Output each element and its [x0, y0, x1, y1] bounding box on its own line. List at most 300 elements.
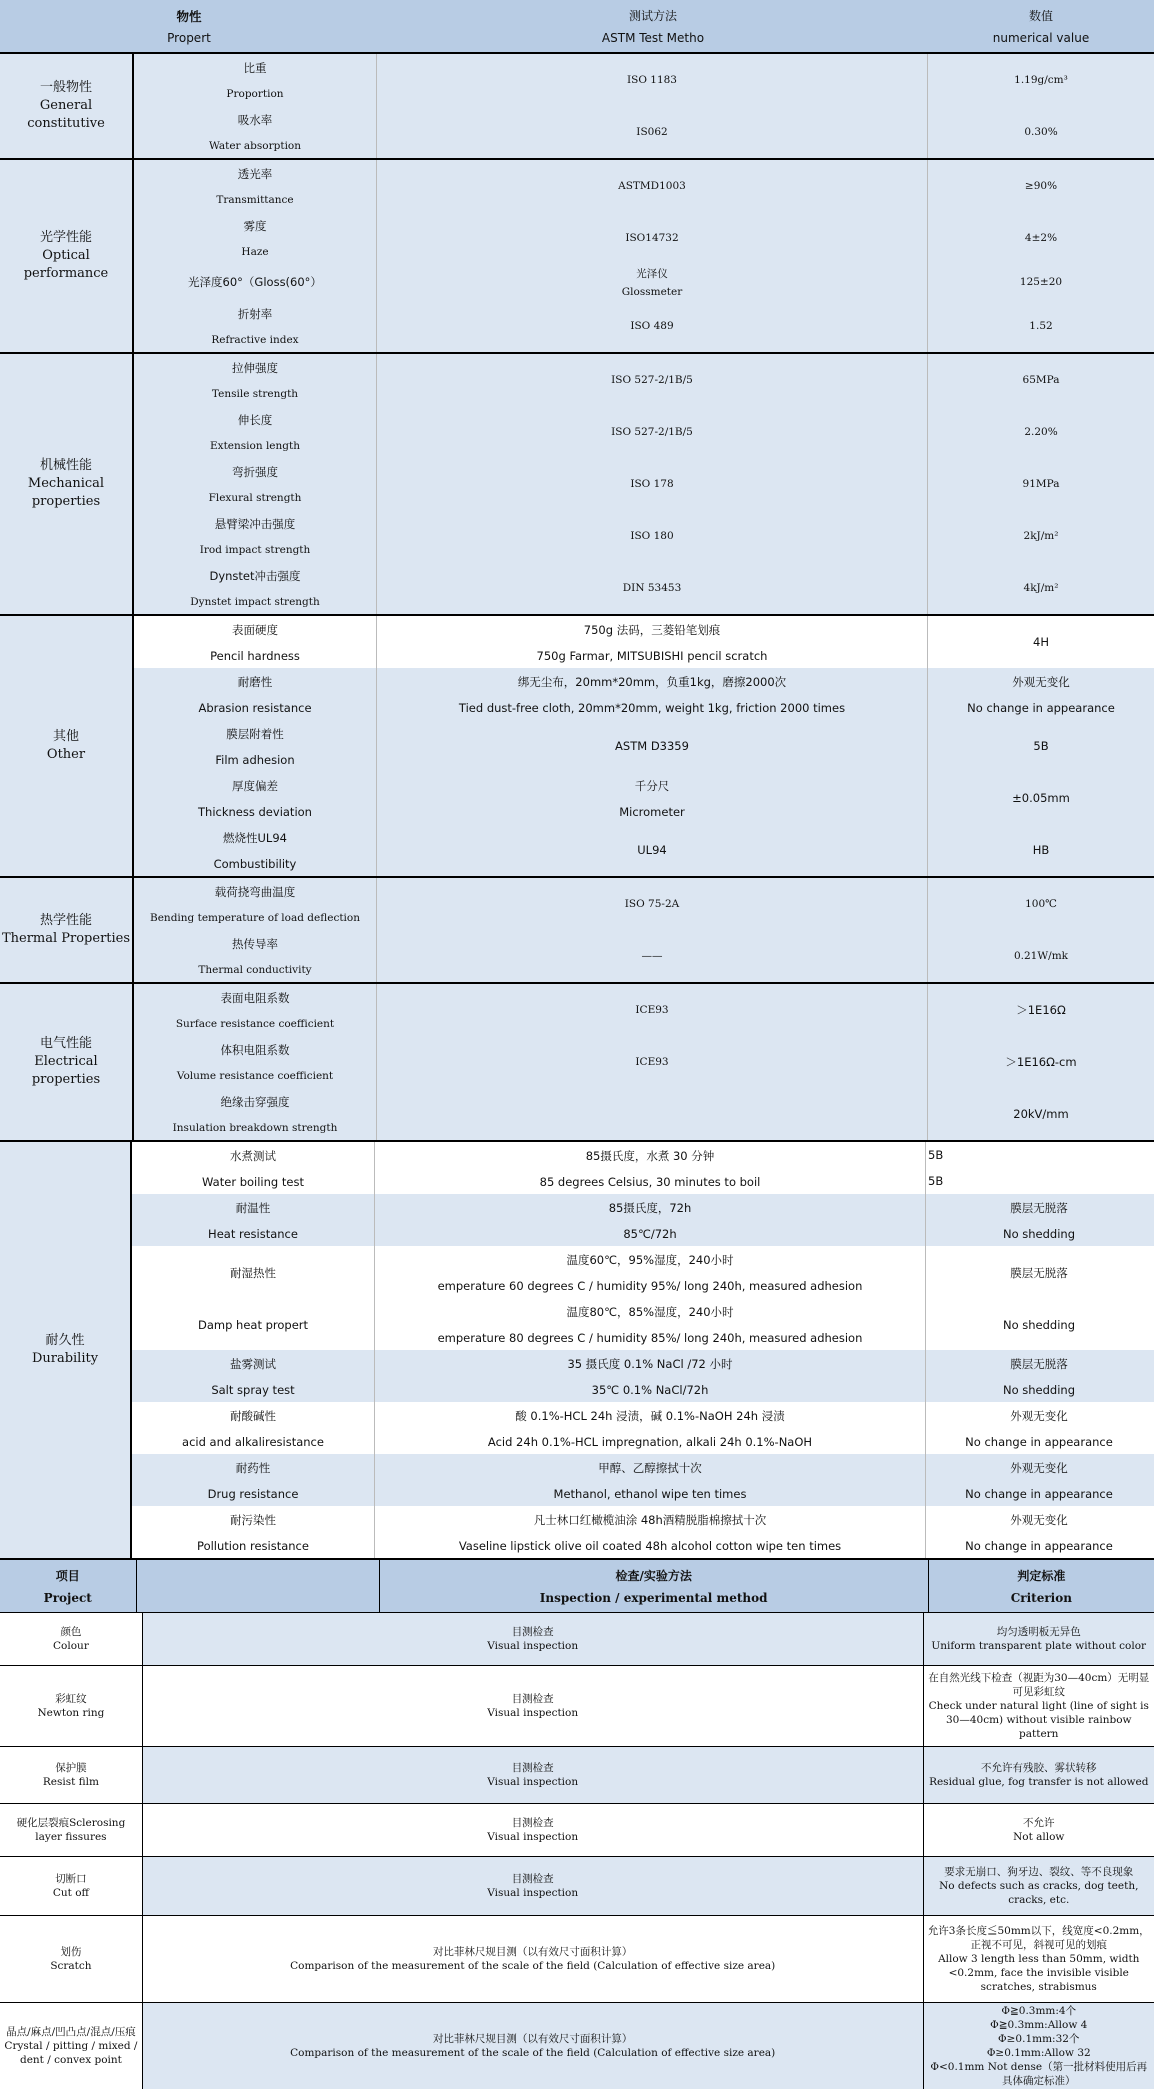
inspection-method [143, 1857, 924, 1915]
test-method-text: —— [641, 950, 663, 962]
property-name-en: Bending temperature of load deflection [150, 912, 360, 924]
header-property [0, 0, 378, 52]
numerical-value [925, 1454, 1152, 1506]
property-name [134, 878, 376, 930]
property-name-zh: 体积电阻系数 [220, 1043, 290, 1057]
numerical-value [927, 160, 1154, 212]
property-name [134, 772, 376, 824]
numerical-value [927, 264, 1154, 300]
numerical-value [927, 354, 1154, 406]
test-method-text: ISO 178 [630, 478, 674, 490]
property-name-zh: 耐温性 [235, 1200, 271, 1215]
inspection-criterion-text: Φ≧0.3mm:Allow 4 [990, 2019, 1088, 2031]
property-name-zh: 表面电阻系数 [220, 991, 290, 1005]
property-name-zh: 吸水率 [237, 113, 273, 127]
property-name-en: Damp heat propert [197, 1317, 309, 1332]
numerical-value-text: 5B [928, 1148, 944, 1162]
inspection-method-text: 对比菲林尺规目测（以有效尺寸面积计算） [432, 1946, 633, 1958]
property-name-en: Pencil hardness [210, 648, 300, 663]
property-row [134, 1036, 1154, 1088]
property-name-zh: 水煮测试 [230, 1148, 276, 1163]
inspection-method-text: 目测检查 [511, 1873, 554, 1885]
property-name-en: Pollution resistance [197, 1538, 309, 1553]
numerical-value [927, 930, 1154, 982]
inspection-item [0, 1747, 143, 1803]
test-method [376, 772, 927, 824]
property-name-en: Salt spray test [211, 1382, 295, 1397]
inspection-criterion [924, 1613, 1154, 1665]
inspection-row [0, 1746, 1154, 1803]
numerical-value-text: No change in appearance [967, 700, 1115, 715]
section [0, 158, 1154, 352]
property-name-en: Extension length [210, 440, 300, 452]
numerical-value-text: No shedding [1002, 1226, 1076, 1241]
header-value [928, 0, 1154, 52]
test-method-text: ISO 1183 [626, 74, 677, 86]
property-name-en: Combustibility [213, 856, 297, 871]
header-property-en: Propert [167, 31, 211, 46]
property-name-zh: 表面硬度 [232, 622, 278, 637]
inspection-header-item-en: Project [43, 1591, 92, 1605]
inspection-criterion-text: 不允许 [1023, 1817, 1055, 1829]
section [0, 352, 1154, 614]
inspection-criterion-text: No defects such as cracks, dog teeth, cracks, etc. [939, 1880, 1139, 1906]
inspection-item [0, 1804, 143, 1856]
property-name [132, 1350, 374, 1402]
test-method-text: Tied dust-free cloth, 20mm*20mm, weight 1kg, friction 2000 times [458, 700, 846, 715]
property-name-zh: 耐药性 [235, 1460, 271, 1475]
numerical-value [925, 1350, 1152, 1402]
inspection-method [143, 1613, 924, 1665]
numerical-value-text: 65MPa [1022, 374, 1060, 386]
property-name-en: Refractive index [211, 334, 299, 346]
numerical-value-text: 外观无变化 [1010, 1460, 1068, 1475]
property-name-en: Heat resistance [208, 1226, 298, 1241]
inspection-criterion [924, 1666, 1154, 1746]
property-name-zh: 载荷挠弯曲温度 [214, 885, 296, 899]
inspection-header-method [379, 1560, 929, 1612]
inspection-method-text: Visual inspection [487, 1887, 579, 1899]
section-title [0, 54, 134, 158]
numerical-value-text: 膜层无脱落 [1010, 1200, 1068, 1215]
numerical-value-text: No change in appearance [965, 1538, 1113, 1553]
inspection-row [0, 1915, 1154, 2002]
inspection-criterion-text: Φ≥0.1mm:Allow 32 [986, 2047, 1091, 2059]
test-method [374, 1350, 925, 1402]
test-method-text: 绑无尘布，20mm*20mm，负重1kg，磨擦2000次 [517, 674, 787, 689]
test-method [376, 354, 927, 406]
numerical-value-text: ≥90% [1024, 180, 1058, 192]
section [0, 982, 1154, 1140]
numerical-value-text: 2kJ/m² [1023, 530, 1059, 542]
numerical-value-text: 0.30% [1024, 126, 1058, 138]
inspection-criterion-text: 要求无崩口、狗牙边、裂纹、等不良现象 [944, 1866, 1134, 1878]
test-method-text: 35 摄氏度 0.1% NaCl /72 小时 [567, 1356, 733, 1371]
property-name-zh: 热传导率 [232, 937, 278, 951]
header-method-en: ASTM Test Metho [601, 31, 705, 45]
property-sections [0, 52, 1154, 1558]
section-title-zh: 热学性能 [39, 913, 92, 928]
inspection-method-text: 对比菲林尺规目测（以有效尺寸面积计算） [432, 2033, 633, 2045]
inspection-header-criterion-zh: 判定标准 [1017, 1569, 1066, 1583]
property-row [134, 406, 1154, 458]
inspection-criterion-text: Not allow [1013, 1831, 1065, 1843]
test-method [374, 1454, 925, 1506]
inspection-criterion-text: Allow 3 length less than 50mm, width <0.2mm, face the invisible visible scratches, strabismus [938, 1953, 1140, 1993]
section-title-en: Durability [31, 1351, 99, 1366]
property-row [132, 1402, 1154, 1454]
property-row [132, 1142, 1154, 1194]
numerical-value-text: 0.21W/mk [1013, 950, 1069, 962]
test-method-text: DIN 53453 [622, 582, 682, 594]
test-method-text: 85摄氏度，水煮 30 分钟 [585, 1148, 715, 1163]
inspection-row [0, 2002, 1154, 2089]
numerical-value-text: 91MPa [1022, 478, 1060, 490]
property-name [134, 160, 376, 212]
test-method-text: 光泽仪 [636, 268, 668, 281]
inspection-method-text: Visual inspection [487, 1831, 579, 1843]
property-row [134, 1088, 1154, 1140]
numerical-value-text: ＞1E16Ω [1016, 1003, 1066, 1017]
inspection-item-text: Resist film [42, 1776, 99, 1788]
test-method-text: ASTM D3359 [615, 739, 689, 753]
numerical-value [927, 458, 1154, 510]
test-method-text: 85℃/72h [623, 1226, 677, 1241]
property-name-en: acid and alkaliresistance [182, 1434, 324, 1449]
section-title-en: Thermal Properties [1, 931, 131, 946]
property-name-zh: 膜层附着性 [226, 726, 284, 741]
property-name [132, 1246, 374, 1350]
inspection-item-text: 保护膜 [55, 1762, 87, 1774]
numerical-value-text: 外观无变化 [1012, 674, 1070, 689]
inspection-method-text: Visual inspection [487, 1640, 579, 1652]
property-row [132, 1246, 1154, 1350]
property-name [132, 1506, 374, 1558]
property-name-en: Dynstet impact strength [190, 596, 320, 608]
property-table-header [0, 0, 1154, 52]
property-name [134, 212, 376, 264]
test-method-text: 酸 0.1%-HCL 24h 浸渍，碱 0.1%-NaOH 24h 浸渍 [515, 1408, 785, 1423]
section-title-zh: 耐久性 [45, 1333, 85, 1348]
property-name-en: Thermal conductivity [198, 964, 312, 976]
numerical-value-text: 1.19g/cm³ [1014, 74, 1068, 86]
inspection-criterion-text: Φ≧0.3mm:4个 [1001, 2005, 1077, 2017]
property-name [134, 458, 376, 510]
test-method [376, 54, 927, 106]
inspection-method-text: Comparison of the measurement of the scale of the field (Calculation of effective size area) [290, 2047, 776, 2059]
test-method [374, 1402, 925, 1454]
property-name-zh: Dynstet冲击强度 [209, 569, 301, 583]
inspection-method [143, 1666, 924, 1746]
property-name-en: Insulation breakdown strength [172, 1122, 338, 1134]
property-name-zh: 透光率 [237, 167, 273, 181]
test-method-text: Glossmeter [621, 285, 683, 298]
test-method-text: 温度60℃，95%湿度，240小时 [566, 1252, 734, 1267]
inspection-table-header [0, 1558, 1154, 1612]
property-name-en: Film adhesion [215, 752, 295, 767]
test-method [376, 212, 927, 264]
inspection-criterion [924, 1916, 1154, 2002]
numerical-value-text: 膜层无脱落 [1010, 1356, 1068, 1371]
numerical-value [927, 1036, 1154, 1088]
property-name-zh: 绝缘击穿强度 [220, 1095, 290, 1109]
property-name-en: Proportion [226, 88, 284, 100]
property-row [132, 1350, 1154, 1402]
inspection-method [143, 1804, 924, 1856]
test-method [376, 616, 927, 668]
test-method-text: ISO 489 [630, 320, 674, 332]
test-method [376, 458, 927, 510]
test-method [374, 1506, 925, 1558]
numerical-value [927, 406, 1154, 458]
property-name-zh: 耐磨性 [237, 674, 273, 689]
test-method [376, 264, 927, 300]
inspection-header-criterion [929, 1560, 1154, 1612]
property-name [134, 264, 376, 300]
numerical-value-text: 1.52 [1029, 320, 1053, 332]
inspection-item-text: Cut off [52, 1887, 89, 1899]
section [0, 52, 1154, 158]
numerical-value [927, 772, 1154, 824]
property-name-en: Tensile strength [211, 388, 299, 400]
numerical-value-text: 4±2% [1024, 232, 1058, 244]
inspection-criterion-text: 不允许有残胶、雾状转移 [981, 1762, 1097, 1774]
numerical-value-text: 2.20% [1024, 426, 1058, 438]
test-method-text: ISO 527-2/1B/5 [611, 426, 693, 438]
test-method-text: Methanol, ethanol wipe ten times [553, 1486, 747, 1501]
numerical-value [927, 824, 1154, 876]
inspection-criterion [924, 1804, 1154, 1856]
property-name-zh: 悬臂梁冲击强度 [214, 517, 296, 531]
inspection-item-text: 彩虹纹 [55, 1693, 87, 1705]
property-name [134, 984, 376, 1036]
test-method [376, 824, 927, 876]
test-method [376, 562, 927, 614]
inspection-criterion-text: 均匀透明板无异色 [996, 1626, 1081, 1638]
property-row [134, 264, 1154, 300]
numerical-value-text: ±0.05mm [1012, 791, 1070, 805]
inspection-criterion-text: Φ<0.1mm Not dense（第一批材料使用后再具体确定标准） [930, 2061, 1148, 2087]
inspection-criterion-text: Φ≥0.1mm:32个 [998, 2033, 1080, 2045]
test-method [376, 1036, 927, 1088]
property-name-zh: 光泽度60°（Gloss(60°） [188, 275, 322, 289]
property-name-en: Flexural strength [208, 492, 302, 504]
numerical-value [927, 54, 1154, 106]
test-method-text: Vaseline lipstick olive oil coated 48h alcohol cotton wipe ten times [458, 1538, 842, 1553]
inspection-item [0, 2003, 143, 2089]
test-method-text: emperature 80 degrees C / humidity 85%/ long 240h, measured adhesion [437, 1330, 863, 1345]
property-row [134, 106, 1154, 158]
property-row [134, 824, 1154, 876]
property-name [134, 354, 376, 406]
inspection-criterion-text: Check under natural light (line of sight is 30—40cm) without visible rainbow pattern [928, 1700, 1149, 1740]
test-method-text: UL94 [637, 843, 667, 857]
inspection-item-text: 划伤 [60, 1946, 82, 1958]
test-method [376, 1088, 927, 1140]
property-name [134, 106, 376, 158]
inspection-item [0, 1857, 143, 1915]
inspection-item-text: 颜色 [60, 1626, 82, 1638]
property-row [134, 616, 1154, 668]
test-method-text: Micrometer [619, 804, 685, 819]
property-row [134, 510, 1154, 562]
test-method [376, 510, 927, 562]
property-name-en: Haze [241, 246, 269, 258]
header-property-zh: 物性 [176, 8, 202, 24]
section-title-zh: 一般物性 [39, 80, 92, 95]
test-method-text: ISO 75-2A [624, 898, 680, 910]
numerical-value [927, 720, 1154, 772]
property-row [134, 772, 1154, 824]
property-name [134, 720, 376, 772]
test-method-text: 85 degrees Celsius, 30 minutes to boil [539, 1174, 761, 1189]
inspection-item [0, 1916, 143, 2002]
test-method [376, 930, 927, 982]
inspection-header-item [0, 1560, 137, 1612]
property-name [132, 1454, 374, 1506]
numerical-value [925, 1246, 1152, 1350]
inspection-method [143, 1916, 924, 2002]
test-method [374, 1194, 925, 1246]
inspection-method [143, 2003, 924, 2089]
property-row [134, 300, 1154, 352]
property-name [134, 930, 376, 982]
section [0, 614, 1154, 876]
property-name-zh: 厚度偏差 [232, 778, 278, 793]
property-row [132, 1194, 1154, 1246]
numerical-value-text: ＞1E16Ω-cm [1005, 1055, 1077, 1069]
section-title [0, 160, 134, 352]
property-name-en: Drug resistance [207, 1486, 299, 1501]
property-name-zh: 耐湿热性 [230, 1265, 276, 1280]
numerical-value-text: No change in appearance [965, 1434, 1113, 1449]
inspection-criterion [924, 1747, 1154, 1803]
numerical-value-text: HB [1032, 843, 1050, 857]
numerical-value [927, 300, 1154, 352]
inspection-criterion-text: 在自然光线下检查（视距为30—40cm）无明显可见彩虹纹 [928, 1672, 1150, 1698]
property-row [134, 562, 1154, 614]
section-title-zh: 其他 [52, 729, 79, 744]
inspection-item-text: Newton ring [37, 1707, 105, 1719]
property-name-zh: 比重 [243, 61, 267, 75]
section-title-en: Mechanical properties [27, 476, 105, 509]
property-name-zh: 折射率 [237, 307, 273, 321]
property-row [134, 930, 1154, 982]
property-name-en: Surface resistance coefficient [175, 1018, 335, 1030]
test-method [376, 300, 927, 352]
test-method [376, 878, 927, 930]
property-name [134, 668, 376, 720]
property-row [134, 212, 1154, 264]
property-row [134, 984, 1154, 1036]
test-method [376, 160, 927, 212]
property-name [132, 1194, 374, 1246]
section-title-en: Optical performance [23, 248, 109, 281]
test-method-text: ISO 180 [630, 530, 674, 542]
inspection-criterion [924, 2003, 1154, 2089]
numerical-value [927, 984, 1154, 1036]
property-row [134, 160, 1154, 212]
inspection-rows [0, 1612, 1154, 2089]
property-name-en: Abrasion resistance [198, 700, 312, 715]
property-row [134, 668, 1154, 720]
inspection-item-text: 晶点/麻点/凹凸点/混点/压痕Crystal / pitting / mixed / dent / convex point [4, 2026, 138, 2066]
property-name-zh: 耐酸碱性 [230, 1408, 276, 1423]
property-name-zh: 燃烧性UL94 [223, 830, 287, 845]
inspection-header-item-zh: 项目 [55, 1569, 80, 1583]
property-name-zh: 弯折强度 [232, 465, 278, 479]
section [0, 1140, 1154, 1558]
test-method-text: 甲醇、乙醇擦拭十次 [598, 1460, 702, 1475]
numerical-value-text: 外观无变化 [1010, 1512, 1068, 1527]
inspection-criterion [924, 1857, 1154, 1915]
numerical-value-text: No change in appearance [965, 1486, 1113, 1501]
test-method-text: ISO14732 [625, 232, 679, 244]
test-method-text: ICE93 [635, 1004, 669, 1016]
test-method [376, 106, 927, 158]
property-name [134, 562, 376, 614]
test-method-text: ICE93 [635, 1056, 669, 1068]
inspection-criterion-text: Residual glue, fog transfer is not allowed [929, 1776, 1149, 1788]
property-row [134, 720, 1154, 772]
section-title [0, 1142, 132, 1558]
header-method-zh: 测试方法 [628, 9, 677, 23]
inspection-item [0, 1613, 143, 1665]
inspection-item-text: 硬化层裂痕Sclerosing layer fissures [16, 1817, 126, 1843]
section-title-en: Other [46, 747, 86, 762]
property-name [134, 824, 376, 876]
property-name-zh: 盐雾测试 [230, 1356, 276, 1371]
section-title-en: Electrical properties [31, 1054, 101, 1087]
property-name [134, 616, 376, 668]
inspection-criterion-text: 允许3条长度≦50mm以下，线宽度<0.2mm，正视不可见，斜视可见的划痕 [927, 1925, 1150, 1951]
property-name-zh: 雾度 [243, 219, 267, 233]
header-method [378, 0, 928, 52]
inspection-row [0, 1803, 1154, 1856]
test-method [374, 1246, 925, 1350]
property-name-en: Volume resistance coefficient [176, 1070, 334, 1082]
inspection-header-method-en: Inspection / experimental method [539, 1591, 768, 1605]
property-row [132, 1506, 1154, 1558]
property-row [134, 878, 1154, 930]
numerical-value-text: 4H [1033, 635, 1049, 649]
inspection-header-criterion-en: Criterion [1010, 1591, 1072, 1605]
property-name-en: Thickness deviation [198, 804, 312, 819]
section [0, 876, 1154, 982]
numerical-value [927, 562, 1154, 614]
test-method-text: 750g Farmar, MITSUBISHI pencil scratch [536, 648, 768, 663]
test-method-text: IS062 [636, 126, 668, 138]
numerical-value-text: 膜层无脱落 [1010, 1265, 1068, 1280]
property-row [134, 354, 1154, 406]
property-row [132, 1454, 1154, 1506]
property-name [134, 406, 376, 458]
property-name-zh: 伸长度 [237, 413, 273, 427]
test-method [376, 984, 927, 1036]
numerical-value-text: 20kV/mm [1013, 1107, 1069, 1121]
property-row [134, 54, 1154, 106]
property-name [134, 510, 376, 562]
section-title [0, 878, 134, 982]
numerical-value [927, 668, 1154, 720]
property-name-en: Water absorption [208, 140, 302, 152]
test-method [376, 720, 927, 772]
numerical-value [925, 1142, 1154, 1194]
numerical-value [925, 1506, 1152, 1558]
inspection-header-method-zh: 检查/实验方法 [615, 1569, 692, 1583]
test-method-text: 温度80℃，85%湿度，240小时 [566, 1304, 734, 1319]
numerical-value-text: No shedding [1002, 1317, 1076, 1332]
